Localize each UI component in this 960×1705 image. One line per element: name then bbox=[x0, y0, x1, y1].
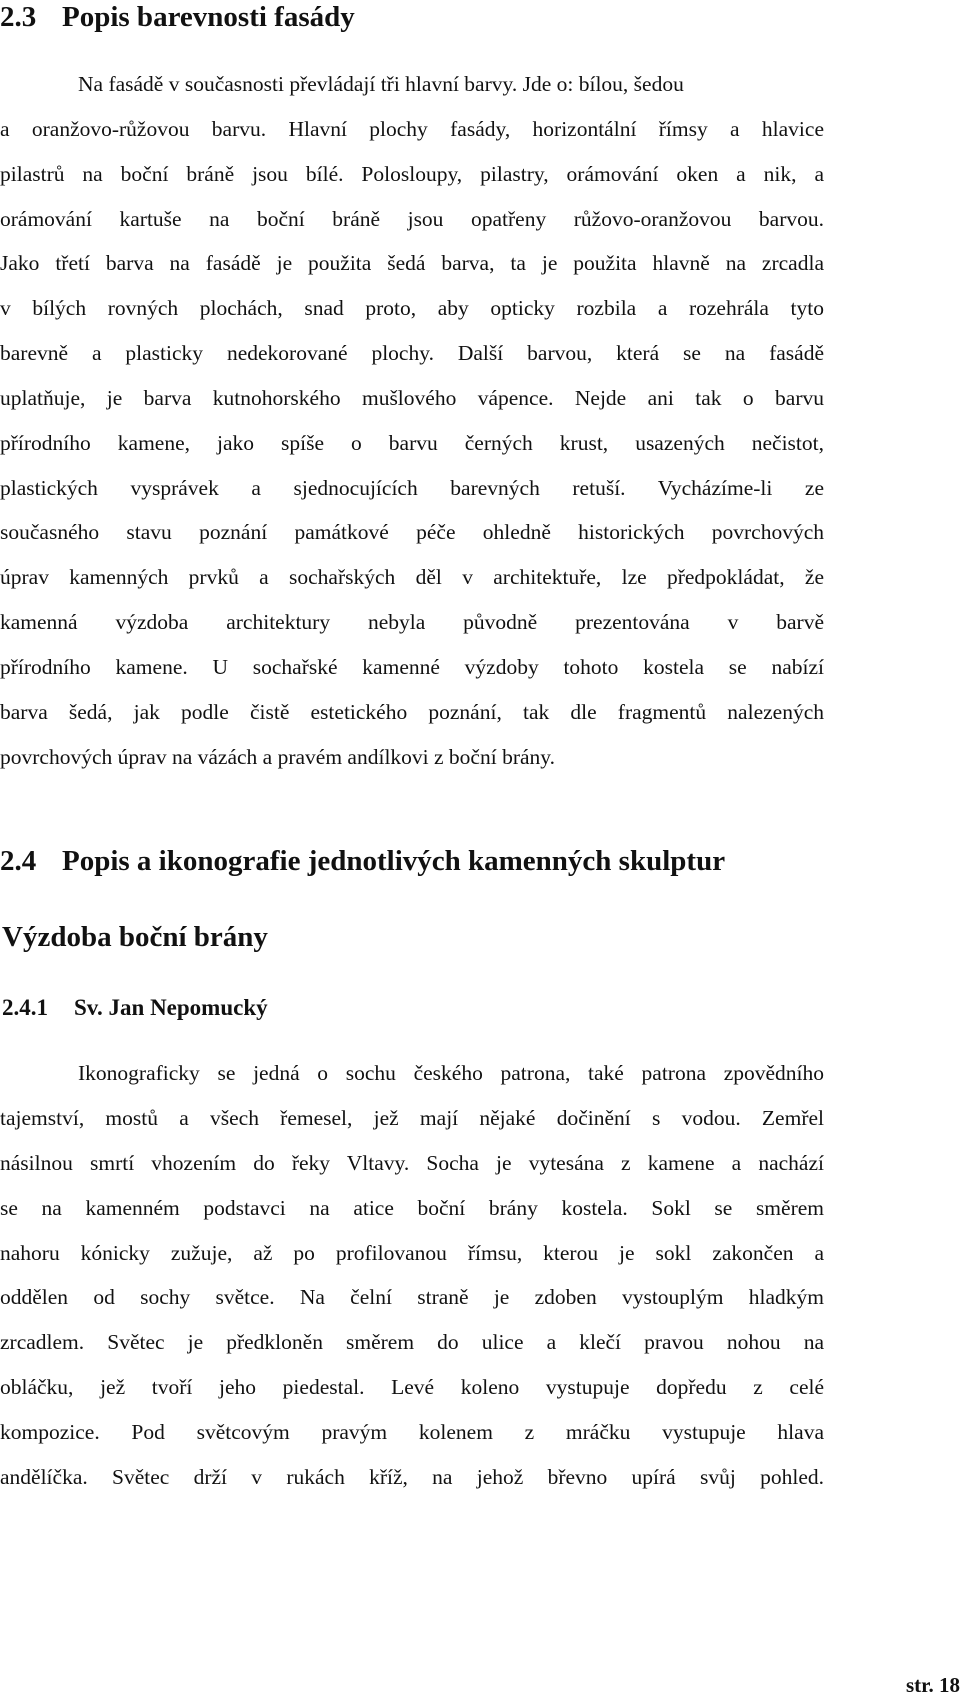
paragraph-line: Na fasádě v současnosti převládají tři hlavní barvy. Jde o: bílou, šedou bbox=[78, 72, 684, 96]
paragraph-line: se na kamenném podstavci na atice boční brány kostela. Sokl se směrem bbox=[0, 1196, 824, 1220]
paragraph-line: Jako třetí barva na fasádě je použita šedá barva, ta je použita hlavně na zrcadla bbox=[0, 251, 824, 275]
section-number: 2.3 bbox=[0, 1, 37, 33]
subsection-number: 2.4.1 bbox=[2, 995, 48, 1020]
subsection-title: Sv. Jan Nepomucký bbox=[74, 995, 268, 1020]
section-heading-2-3 bbox=[0, 0, 355, 34]
page-number: str. 18 bbox=[905, 1673, 960, 1697]
paragraph-line: andělíčka. Světec drží v rukách kříž, na jehož břevno upírá svůj pohled. bbox=[0, 1465, 824, 1489]
paragraph-line: uplatňuje, je barva kutnohorského mušlového vápence. Nejde ani tak o barvu bbox=[0, 386, 824, 410]
paragraph-line: pilastrů na boční bráně jsou bílé. Polosloupy, pilastry, orámování oken a nik, a bbox=[0, 162, 824, 186]
subsection-heading: Výzdoba boční brány bbox=[2, 921, 268, 953]
section-number: 2.4 bbox=[0, 845, 37, 877]
paragraph-line: oddělen od sochy světce. Na čelní straně je zdoben vystouplým hladkým bbox=[0, 1285, 824, 1309]
paragraph-line: přírodního kamene, jako spíše o barvu černých krust, usazených nečistot, bbox=[0, 431, 824, 455]
paragraph-line: kompozice. Pod světcovým pravým kolenem z mráčku vystupuje hlava bbox=[0, 1420, 824, 1444]
paragraph-line: kamenná výzdoba architektury nebyla původně prezentována v barvě bbox=[0, 610, 824, 634]
paragraph-line: v bílých rovných plochách, snad proto, aby opticky rozbila a rozehrála tyto bbox=[0, 296, 824, 320]
paragraph-line: plastických vysprávek a sjednocujících barevných retuší. Vycházíme-li ze bbox=[0, 476, 824, 500]
paragraph-line: současného stavu poznání památkové péče ohledně historických povrchových bbox=[0, 520, 824, 544]
paragraph-line: zrcadlem. Světec je předkloněn směrem do ulice a klečí pravou nohou na bbox=[0, 1330, 824, 1354]
paragraph-line: přírodního kamene. U sochařské kamenné výzdoby tohoto kostela se nabízí bbox=[0, 655, 824, 679]
paragraph-line: Ikonograficky se jedná o sochu českého patrona, také patrona zpovědního bbox=[78, 1061, 824, 1085]
paragraph-line: a oranžovo-růžovou barvu. Hlavní plochy fasády, horizontální římsy a hlavice bbox=[0, 117, 824, 141]
paragraph-line: násilnou smrtí vhozením do řeky Vltavy. Socha je vytesána z kamene a nachází bbox=[0, 1151, 824, 1175]
section-heading-2-4 bbox=[0, 844, 725, 878]
paragraph-line: barevně a plasticky nedekorované plochy. Další barvou, která se na fasádě bbox=[0, 341, 824, 365]
paragraph-line: tajemství, mostů a všech řemesel, jež mají nějaké dočinění s vodou. Zemřel bbox=[0, 1106, 824, 1130]
paragraph-line: obláčku, jež tvoří jeho piedestal. Levé koleno vystupuje dopředu z celé bbox=[0, 1375, 824, 1399]
paragraph-line: úprav kamenných prvků a sochařských děl v architektuře, lze předpokládat, že bbox=[0, 565, 824, 589]
section-title: Popis a ikonografie jednotlivých kamenných skulptur bbox=[62, 845, 726, 877]
subsection-heading-2-4-1 bbox=[2, 994, 268, 1022]
section-title: Popis barevnosti fasády bbox=[62, 1, 355, 33]
paragraph-line: barva šedá, jak podle čistě estetického poznání, tak dle fragmentů nalezených bbox=[0, 700, 824, 724]
paragraph-line: nahoru kónicky zužuje, až po profilovanou římsu, kterou je sokl zakončen a bbox=[0, 1241, 824, 1265]
paragraph-line: povrchových úprav na vázách a pravém andílkovi z boční brány. bbox=[0, 745, 556, 769]
paragraph-line: orámování kartuše na boční bráně jsou opatřeny růžovo-oranžovou barvou. bbox=[0, 207, 824, 231]
